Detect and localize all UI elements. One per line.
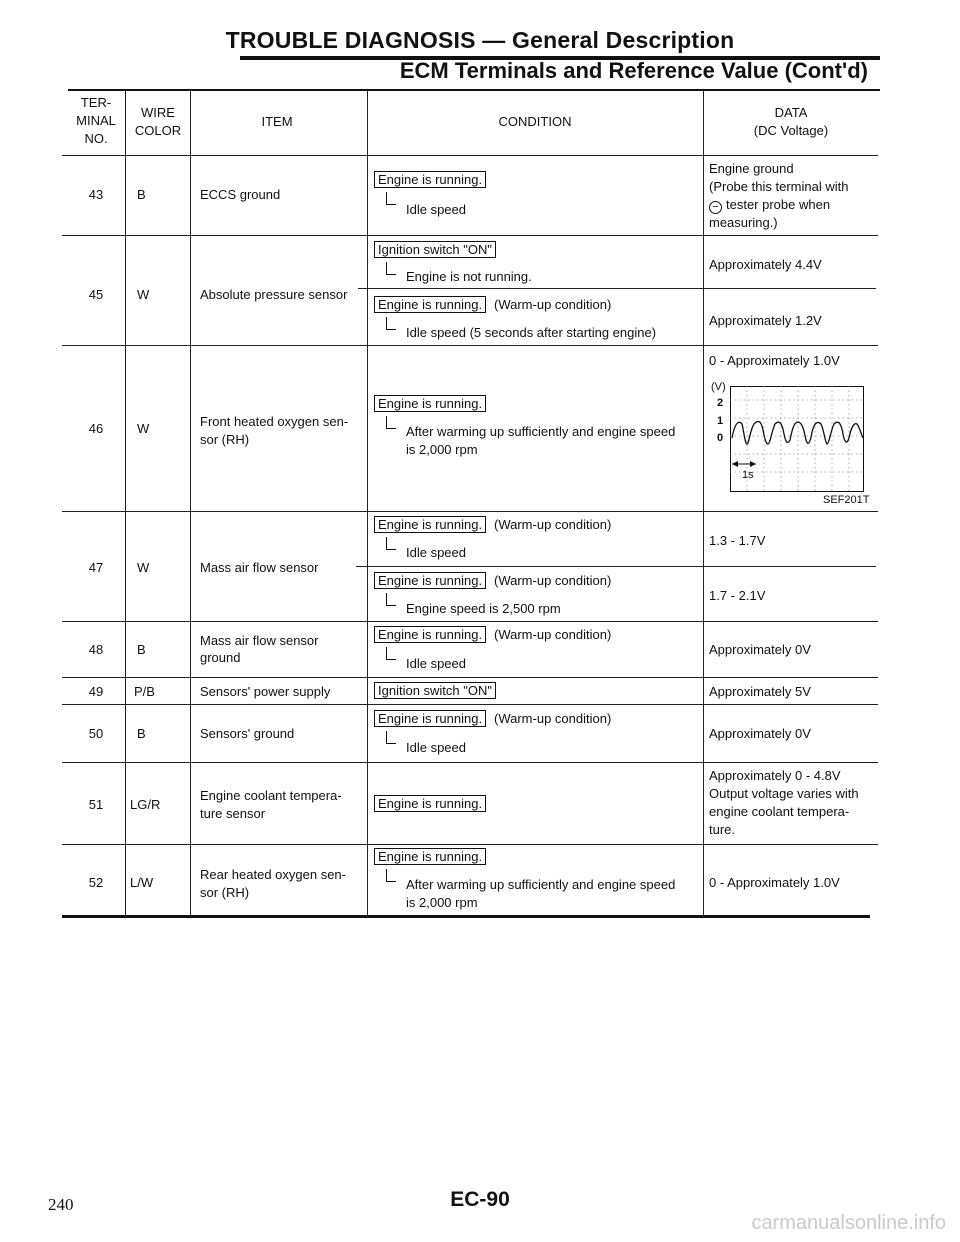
page-number: 240	[48, 1195, 74, 1214]
watermark: carmanualsonline.info	[751, 1212, 946, 1234]
item-label	[200, 413, 348, 449]
wire-color: P/B	[134, 684, 155, 699]
header-item: ITEM	[261, 114, 293, 129]
row-divider	[62, 704, 878, 705]
row-divider	[62, 345, 878, 346]
condition-divider	[358, 288, 876, 289]
data-line: (Probe this terminal with	[709, 179, 849, 194]
item-label	[200, 787, 342, 823]
graph-y-tick: 1	[717, 415, 724, 427]
terminal-number: 48	[88, 642, 104, 657]
condition-note: (Warm-up condition)	[494, 297, 612, 312]
sub-condition-line: After warming up sufficiently and engine speed	[406, 424, 676, 439]
sub-condition: Engine speed is 2,500 rpm	[406, 601, 561, 616]
header-data-line: (DC Voltage)	[753, 123, 829, 138]
wire-color: L/W	[130, 875, 154, 890]
sub-condition-marker	[386, 537, 396, 550]
data-value: Approximately 1.2V	[709, 313, 822, 328]
data-value: Approximately 4.4V	[709, 257, 822, 272]
terminal-number: 43	[88, 187, 104, 202]
data-value	[709, 160, 848, 232]
table-bottom-rule	[62, 915, 870, 918]
condition-box: Engine is running.	[374, 395, 486, 412]
terminal-number: 50	[88, 726, 104, 741]
figure-code: SEF201T	[823, 494, 870, 506]
condition-box: Engine is running.	[374, 848, 486, 865]
sub-condition: Idle speed	[406, 545, 466, 560]
sub-condition-marker	[386, 317, 396, 330]
item-line: Rear heated oxygen sen-	[200, 867, 346, 882]
row-divider	[62, 511, 878, 512]
data-value: Approximately 5V	[709, 684, 811, 699]
column-divider	[703, 90, 704, 915]
data-line: Approximately 0 - 4.8V	[709, 768, 841, 783]
terminal-number: 51	[88, 797, 104, 812]
item-label: Sensors' ground	[200, 726, 295, 741]
header-data-line: DATA	[774, 105, 808, 120]
wire-color: LG/R	[130, 797, 161, 812]
wire-color: W	[137, 560, 150, 575]
condition-divider	[356, 566, 876, 567]
row-divider	[62, 235, 878, 236]
sub-condition-marker	[386, 192, 396, 205]
wire-color: W	[137, 421, 150, 436]
sub-condition: Idle speed (5 seconds after starting engine)	[406, 325, 657, 340]
page-title: TROUBLE DIAGNOSIS — General Description	[225, 27, 735, 53]
graph-y-tick: 0	[717, 432, 724, 444]
condition-box: Engine is running.	[374, 710, 486, 727]
header-terminal-line: TER-	[80, 95, 112, 110]
header-wire-line: WIRE	[141, 105, 175, 120]
graph-x-label: 1s	[742, 469, 754, 481]
header-data	[706, 104, 876, 140]
page-subtitle: ECM Terminals and Reference Value (Cont'd)	[399, 58, 868, 83]
section-page-number: EC-90	[450, 1188, 510, 1211]
sub-condition-marker	[386, 647, 396, 660]
item-label: Sensors' power supply	[200, 684, 331, 699]
item-label	[200, 866, 346, 902]
wire-color: B	[137, 726, 146, 741]
item-label: Absolute pressure sensor	[200, 287, 348, 302]
data-value: 0 - Approximately 1.0V	[709, 353, 840, 368]
row-divider	[62, 155, 878, 156]
item-line: ture sensor	[200, 806, 266, 821]
sub-condition: Idle speed	[406, 740, 466, 755]
terminal-number: 49	[88, 684, 104, 699]
sub-condition-line: is 2,000 rpm	[406, 442, 478, 457]
header-terminal	[68, 94, 124, 148]
sub-condition-marker	[386, 593, 396, 606]
graph-y-unit: (V)	[711, 381, 726, 393]
header-terminal-line: MINAL	[76, 113, 116, 128]
row-divider	[62, 621, 878, 622]
column-divider	[367, 90, 368, 915]
data-value: Approximately 0V	[709, 726, 811, 741]
data-value: 1.3 - 1.7V	[709, 533, 766, 548]
sub-condition	[406, 876, 675, 912]
condition-box: Engine is running.	[374, 516, 486, 533]
data-value: 1.7 - 2.1V	[709, 588, 766, 603]
data-line: Engine ground	[709, 161, 794, 176]
data-line: engine coolant tempera-	[709, 804, 850, 819]
sub-condition-line: After warming up sufficiently and engine speed	[406, 877, 676, 892]
data-value: Approximately 0V	[709, 642, 811, 657]
item-line: sor (RH)	[200, 432, 250, 447]
row-divider	[62, 677, 878, 678]
terminal-number: 46	[88, 421, 104, 436]
data-line: ture.	[709, 822, 736, 837]
wire-color: B	[137, 187, 146, 202]
header-terminal-line: NO.	[84, 131, 108, 146]
header-condition: CONDITION	[498, 114, 572, 129]
terminal-number: 52	[88, 875, 104, 890]
minus-icon: −	[709, 201, 722, 214]
sub-condition: Engine is not running.	[406, 269, 532, 284]
item-label: Mass air flow sensor	[200, 560, 319, 575]
item-label: ECCS ground	[200, 187, 281, 202]
condition-box: Engine is running.	[374, 171, 486, 188]
condition-note: (Warm-up condition)	[494, 627, 612, 642]
data-line-text: tester probe when	[726, 197, 831, 212]
condition-box: Engine is running.	[374, 795, 486, 812]
item-line: ground	[200, 650, 241, 665]
sub-condition-marker	[386, 869, 396, 882]
data-line: Output voltage varies with	[709, 786, 859, 801]
condition-note: (Warm-up condition)	[494, 711, 612, 726]
condition-box: Engine is running.	[374, 572, 486, 589]
item-line: sor (RH)	[200, 885, 250, 900]
column-divider	[190, 90, 191, 915]
header-wire-line: COLOR	[134, 123, 182, 138]
row-divider	[62, 844, 878, 845]
condition-box: Engine is running.	[374, 626, 486, 643]
sub-condition-marker	[386, 416, 396, 429]
item-label	[200, 632, 318, 666]
item-line: Front heated oxygen sen-	[200, 414, 349, 429]
condition-box: Engine is running.	[374, 296, 486, 313]
terminal-number: 45	[88, 287, 104, 302]
condition-box: Ignition switch "ON"	[374, 682, 496, 699]
condition-note: (Warm-up condition)	[494, 573, 612, 588]
terminal-number: 47	[88, 560, 104, 575]
sub-condition-line: is 2,000 rpm	[406, 895, 478, 910]
data-value	[709, 767, 859, 839]
data-line: measuring.)	[709, 215, 778, 230]
data-line	[709, 196, 848, 214]
graph-y-tick: 2	[717, 397, 724, 409]
header-wire-color	[126, 104, 190, 140]
condition-note: (Warm-up condition)	[494, 517, 612, 532]
column-divider	[125, 90, 126, 915]
sub-condition: Idle speed	[406, 656, 466, 671]
item-line: Mass air flow sensor	[200, 633, 319, 648]
condition-box: Ignition switch "ON"	[374, 241, 496, 258]
sub-condition: Idle speed	[406, 202, 466, 217]
wire-color: B	[137, 642, 146, 657]
item-line: Engine coolant tempera-	[200, 788, 342, 803]
sub-condition-marker	[386, 731, 396, 744]
row-divider	[62, 762, 878, 763]
wire-color: W	[137, 287, 150, 302]
sub-condition-marker	[386, 262, 396, 275]
data-value: 0 - Approximately 1.0V	[709, 875, 840, 890]
sub-condition	[406, 423, 675, 459]
